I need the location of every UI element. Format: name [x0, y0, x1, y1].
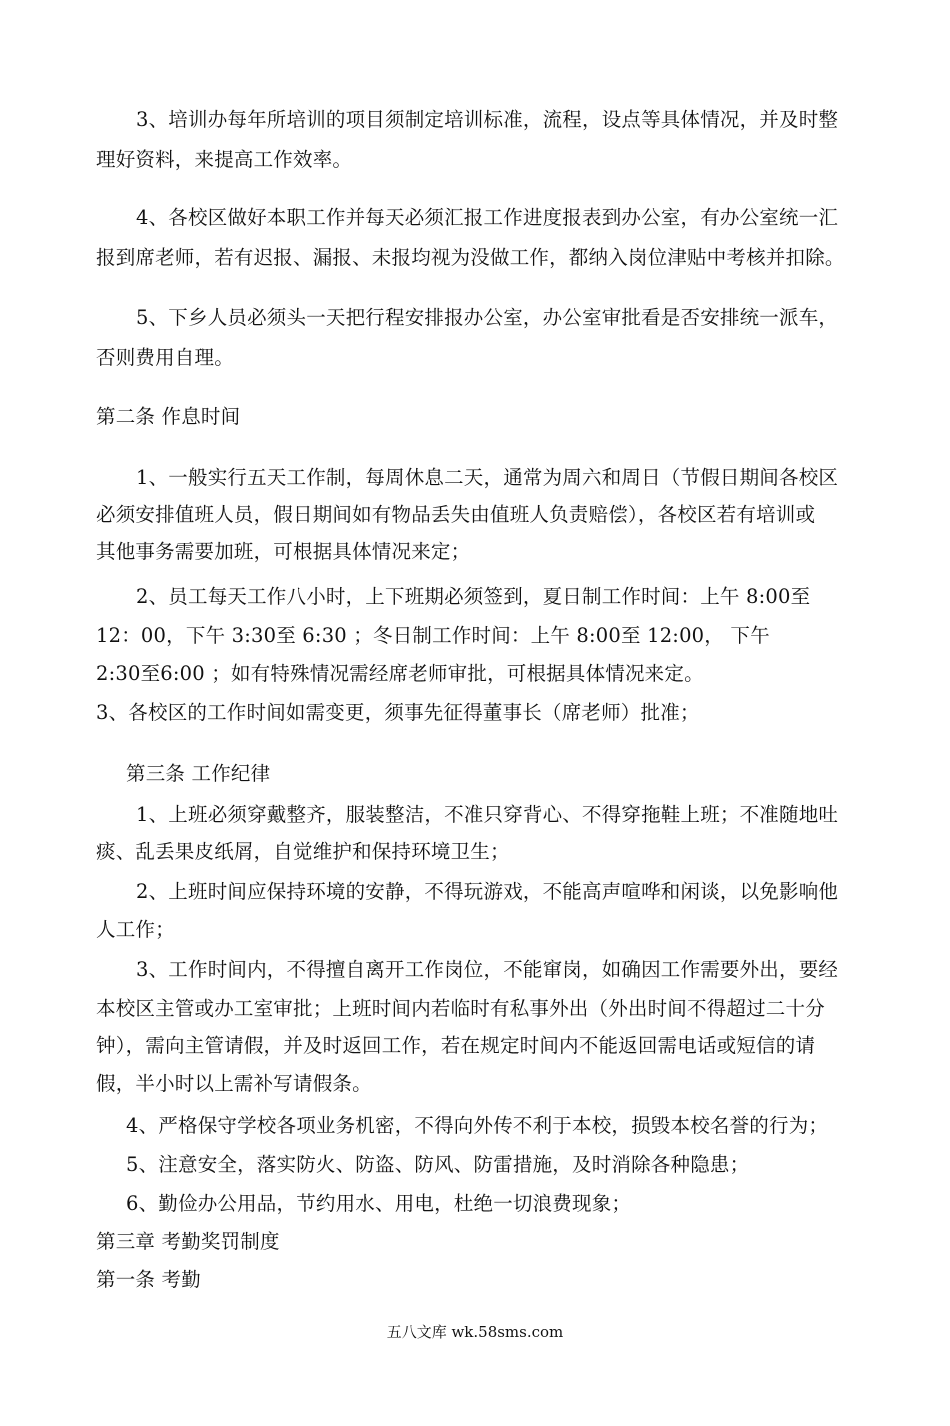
text-line: 人工作；	[96, 918, 175, 941]
text-line: 其他事务需要加班，可根据具体情况来定；	[96, 540, 471, 563]
chapter-heading: 第三章 考勤奖罚制度	[96, 1230, 280, 1253]
text-line: 本校区主管或办工室审批；上班时间内若临时有私事外出（外出时间不得超过二十分	[96, 997, 825, 1020]
text-line: 4、严格保守学校各项业务机密，不得向外传不利于本校，损毁本校名誉的行为；	[126, 1114, 829, 1137]
text-line: 12：00，下午 3:30至 6:30 ；冬日制工作时间：上午 8:00至 12:00， 下午	[96, 624, 770, 647]
section-heading: 第二条 作息时间	[96, 405, 241, 428]
section-heading: 第一条 考勤	[96, 1268, 201, 1291]
text-line: 4、各校区做好本职工作并每天必须汇报工作进度报表到办公室，有办公室统一汇	[136, 206, 839, 229]
text-line: 6、勤俭办公用品，节约用水、用电，杜绝一切浪费现象；	[126, 1192, 632, 1215]
text-line: 3、培训办每年所培训的项目须制定培训标准，流程，设点等具体情况，并及时整	[136, 108, 839, 131]
text-line: 5、下乡人员必须头一天把行程安排报办公室，办公室审批看是否安排统一派车，	[136, 306, 839, 329]
text-line: 理好资料，来提高工作效率。	[96, 148, 353, 171]
text-line: 2、员工每天工作八小时，上下班期必须签到，夏日制工作时间：上午 8:00至	[136, 585, 811, 608]
footer-watermark: 五八文库 wk.58sms.com	[386, 1323, 564, 1341]
text-line: 钟），需向主管请假，并及时返回工作，若在规定时间内不能返回需电话或短信的请	[96, 1034, 816, 1057]
text-line: 必须安排值班人员，假日期间如有物品丢失由值班人负责赔偿），各校区若有培训或	[96, 503, 816, 526]
text-line: 否则费用自理。	[96, 346, 234, 369]
text-line: 报到席老师，若有迟报、漏报、未报均视为没做工作，都纳入岗位津贴中考核并扣除。	[96, 246, 845, 269]
text-line: 3、工作时间内，不得擅自离开工作岗位，不能窜岗，如确因工作需要外出，要经	[136, 958, 839, 981]
text-line: 1、一般实行五天工作制，每周休息二天，通常为周六和周日（节假日期间各校区	[136, 466, 839, 489]
text-line: 2:30至6:00 ；如有特殊情况需经席老师审批，可根据具体情况来定。	[96, 662, 704, 685]
text-line: 痰、乱丢果皮纸屑，自觉维护和保持环境卫生；	[96, 840, 510, 863]
text-line: 3、各校区的工作时间如需变更，须事先征得董事长（席老师）批准；	[96, 701, 700, 724]
text-line: 1、上班必须穿戴整齐，服装整洁，不准只穿背心、不得穿拖鞋上班；不准随地吐	[136, 803, 839, 826]
text-line: 2、上班时间应保持环境的安静，不得玩游戏，不能高声喧哗和闲谈，以免影响他	[136, 880, 839, 903]
text-line: 5、注意安全，落实防火、防盗、防风、防雷措施，及时消除各种隐患；	[126, 1153, 750, 1176]
section-heading: 第三条 工作纪律	[126, 762, 271, 785]
text-line: 假，半小时以上需补写请假条。	[96, 1072, 372, 1095]
